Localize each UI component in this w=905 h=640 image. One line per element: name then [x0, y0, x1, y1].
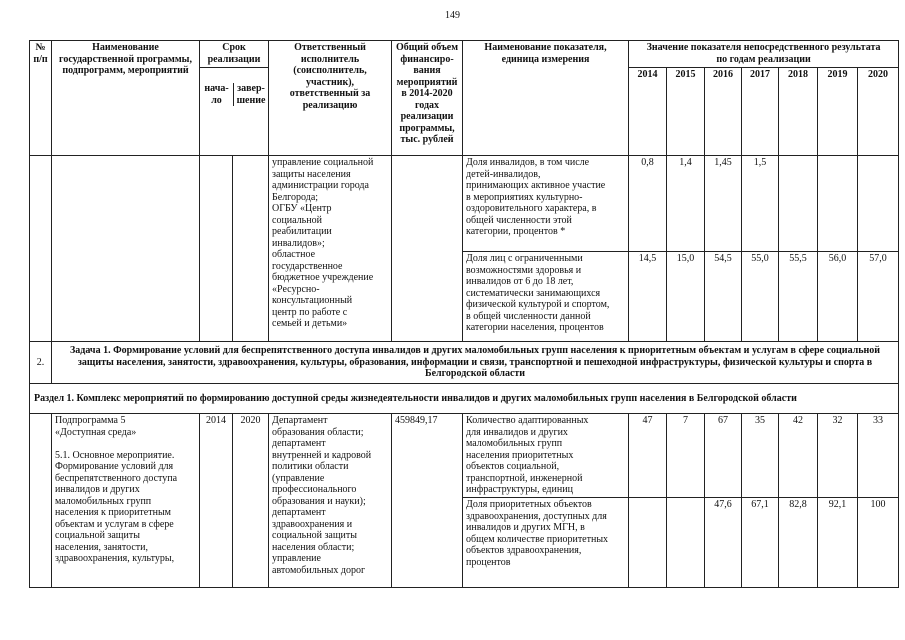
value-cell: 1,4 — [667, 156, 705, 252]
value-cell: 47 — [629, 414, 667, 498]
col-header-number: № п/п — [30, 41, 52, 156]
task-number: 2. — [30, 342, 52, 384]
indicator-cell: Доля лиц с ограниченными возможностями здоровья и инвалидов от 6 до 18 лет, систематически занимающихся физической культурой и спортом, в общей численности данной категории населения, процентов — [463, 252, 629, 342]
task-title: Задача 1. Формирование условий для беспрепятственного доступа инвалидов и других маломобильных групп населения к приоритетным объектам и услугам в сфере социальной защиты населения, занятости, здравоохранения, культуры, образования, информации и связи, транспортной и пешеходной инфраструктуры, физической культуры и спорта в Белгородской области — [52, 342, 899, 384]
value-cell: 32 — [818, 414, 858, 498]
value-cell: 92,1 — [818, 498, 858, 588]
indicator-cell: Количество адаптированных для инвалидов и других маломобильных групп населения приоритетных объектов социальной, транспортной, инженерной инфраструктуры, единиц — [463, 414, 629, 498]
value-cell: 14,5 — [629, 252, 667, 342]
value-cell: 82,8 — [779, 498, 818, 588]
col-header-period: Срок реализации — [200, 41, 269, 68]
value-cell — [779, 156, 818, 252]
value-cell — [818, 156, 858, 252]
value-cell: 67,1 — [742, 498, 779, 588]
col-header-end: завер- шение — [236, 83, 266, 106]
section-title: Раздел 1. Комплекс мероприятий по формированию доступной среды жизнедеятельности инвалидов и других маломобильных групп населения в Белгородской области — [30, 384, 899, 414]
program-table — [29, 40, 899, 588]
executor-cell: управление социальной защиты населения администрации города Белгорода; ОГБУ «Центр социальной реабилитации инвалидов»; областное государственное бюджетное учреждение «Ресурсно- консультационный центр по работе с семьей и детьми» — [269, 156, 392, 342]
year-header: 2014 — [629, 68, 667, 156]
value-cell: 0,8 — [629, 156, 667, 252]
col-header-values-title: Значение показателя непосредственного результата по годам реализации — [629, 41, 899, 68]
value-cell — [667, 498, 705, 588]
task-row — [30, 342, 899, 384]
year-header: 2016 — [705, 68, 742, 156]
value-cell: 57,0 — [858, 252, 899, 342]
executor-cell: Департамент образования области; департамент внутренней и кадровой политики области (управление профессионального образования и науки); департамент здравоохранения и социальной защиты населения области; управление автомобильных дорог — [269, 414, 392, 588]
year-header: 2020 — [858, 68, 899, 156]
page-number: 149 — [445, 10, 460, 21]
end-year-cell: 2020 — [233, 414, 269, 588]
year-header: 2018 — [779, 68, 818, 156]
year-header: 2015 — [667, 68, 705, 156]
year-header: 2017 — [742, 68, 779, 156]
value-cell: 35 — [742, 414, 779, 498]
value-cell: 15,0 — [667, 252, 705, 342]
section-row — [30, 384, 899, 414]
col-header-program-name: Наименование государственной программы, подпрограмм, мероприятий — [52, 41, 200, 156]
value-cell: 67 — [705, 414, 742, 498]
header-row — [30, 41, 899, 68]
start-year-cell: 2014 — [200, 414, 233, 588]
value-cell: 56,0 — [818, 252, 858, 342]
funding-cell: 459849,17 — [392, 414, 463, 588]
col-header-executor: Ответственный исполнитель (соисполнитель, участник), ответственный за реализацию — [269, 41, 392, 156]
value-cell: 47,6 — [705, 498, 742, 588]
year-header: 2019 — [818, 68, 858, 156]
value-cell: 55,0 — [742, 252, 779, 342]
indicator-cell: Доля приоритетных объектов здравоохранения, доступных для инвалидов и других МГН, в общем количестве приоритетных объектов здравоохранения, процентов — [463, 498, 629, 588]
value-cell — [629, 498, 667, 588]
value-cell: 54,5 — [705, 252, 742, 342]
indicator-cell: Доля инвалидов, в том числе детей-инвалидов, принимающих активное участие в мероприятиях культурно- оздоровительного характера, в общей численности этой категории, процентов * — [463, 156, 629, 252]
value-cell: 33 — [858, 414, 899, 498]
value-cell: 1,5 — [742, 156, 779, 252]
value-cell: 42 — [779, 414, 818, 498]
table-row — [30, 414, 899, 498]
value-cell: 7 — [667, 414, 705, 498]
value-cell: 1,45 — [705, 156, 742, 252]
table-row — [30, 156, 899, 252]
value-cell: 55,5 — [779, 252, 818, 342]
program-name-cell: Подпрограмма 5 «Доступная среда» 5.1. Основное мероприятие. Формирование условий для беспрепятственного доступа инвалидов и других маломобильных групп населения к приоритетным объектам и услугам в сфере социальной защиты населения, занятости, здравоохранения, культуры, — [52, 414, 200, 588]
value-cell: 100 — [858, 498, 899, 588]
period-subheader — [200, 68, 269, 156]
col-header-funding: Общий объем финансиро- вания мероприятий в 2014-2020 годах реализации программы, тыс. рублей — [392, 41, 463, 156]
col-header-indicator: Наименование показателя, единица измерения — [463, 41, 629, 156]
value-cell — [858, 156, 899, 252]
col-header-start: нача- ло — [200, 83, 234, 106]
